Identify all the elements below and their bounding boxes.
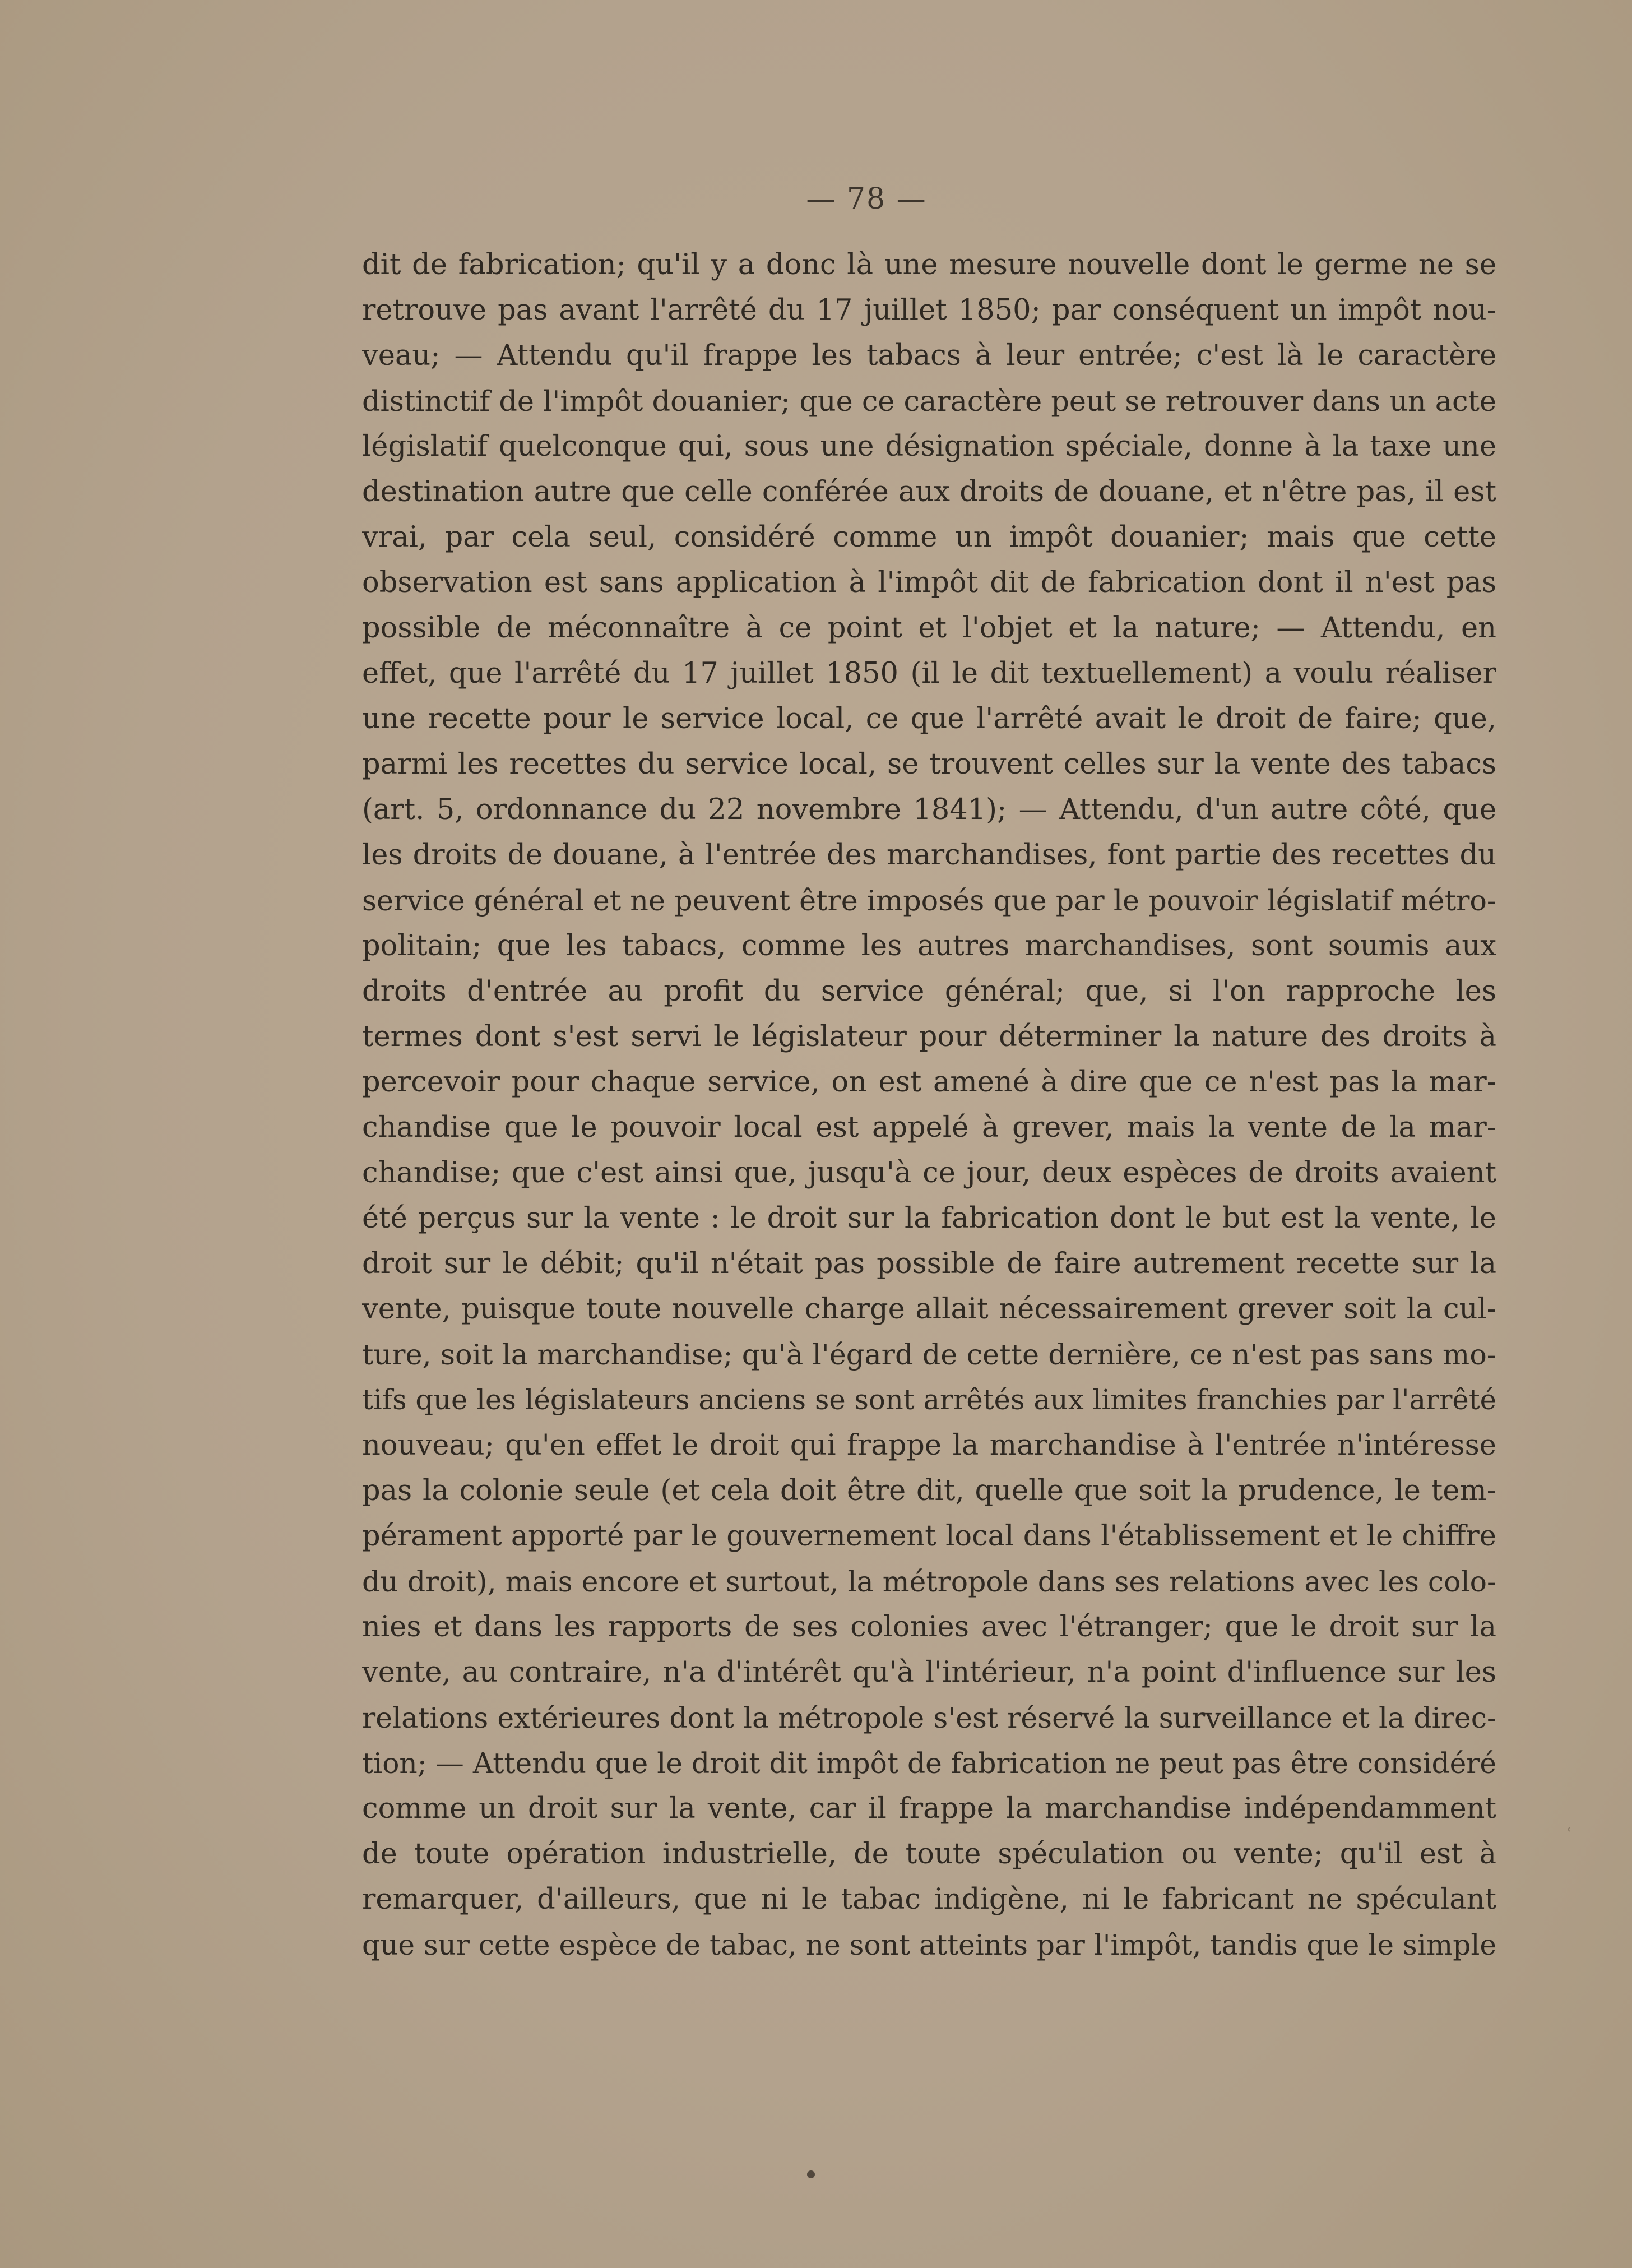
text-line: vente, au contraire, n'a d'intérêt qu'à l'intérieur, n'a point d'influence sur les [362,1656,1496,1689]
text-line: relations extérieures dont la métropole s'est réservé la surveillance et la direc- [362,1701,1496,1734]
text-line: tifs que les législateurs anciens se sont arrêtés aux limites franchies par l'arrêté [362,1383,1496,1416]
text-line: les droits de douane, à l'entrée des marchandises, font partie des recettes du [362,839,1496,872]
text-line: possible de méconnaître à ce point et l'objet et la nature; — Attendu, en [362,612,1496,645]
text-line: tion; — Attendu que le droit dit impôt de fabrication ne peut pas être considéré [362,1747,1496,1780]
text-line: chandise; que c'est ainsi que, jusqu'à ce jour, deux espèces de droits avaient [362,1156,1496,1189]
text-line: droits d'entrée au profit du service général; que, si l'on rapproche les [362,975,1496,1008]
text-line: été perçus sur la vente : le droit sur la fabrication dont le but est la vente, le [362,1202,1496,1235]
body-text [362,242,1496,1968]
text-line: du droit), mais encore et surtout, la métropole dans ses relations avec les colo- [362,1565,1496,1598]
text-line: pas la colonie seule (et cela doit être dit, quelle que soit la prudence, le tem- [362,1474,1496,1507]
text-line: de toute opération industrielle, de toute spéculation ou vente; qu'il est à [362,1837,1496,1871]
text-line: ture, soit la marchandise; qu'à l'égard de cette dernière, ce n'est pas sans mo- [362,1338,1496,1371]
text-line: nouveau; qu'en effet le droit qui frappe la marchandise à l'entrée n'intéresse [362,1429,1496,1462]
text-line: (art. 5, ordonnance du 22 novembre 1841); — Attendu, d'un autre côté, que [362,793,1496,826]
page-number: — 78 — [806,182,927,216]
text-line: nies et dans les rapports de ses colonies avec l'étranger; que le droit sur la [362,1610,1496,1644]
text-line: chandise que le pouvoir local est appelé à grever, mais la vente de la mar- [362,1111,1496,1144]
text-line: service général et ne peuvent être imposés que par le pouvoir législatif métro- [362,884,1496,917]
text-line: destination autre que celle conférée aux droits de douane, et n'être pas, il est [362,475,1496,508]
text-line: une recette pour le service local, ce que l'arrêté avait le droit de faire; que, [362,702,1496,735]
text-line: législatif quelconque qui, sous une désignation spéciale, donne à la taxe une [362,430,1496,463]
text-line: distinctif de l'impôt douanier; que ce caractère peut se retrouver dans un acte [362,385,1496,418]
text-line: percevoir pour chaque service, on est amené à dire que ce n'est pas la mar- [362,1066,1496,1099]
text-line: veau; — Attendu qu'il frappe les tabacs à leur entrée; c'est là le caractère [362,339,1496,372]
text-line: effet, que l'arrêté du 17 juillet 1850 (il le dit textuellement) a voulu réaliser [362,657,1496,690]
text-line: droit sur le débit; qu'il n'était pas possible de faire autrement recette sur la [362,1247,1496,1280]
text-line: remarquer, d'ailleurs, que ni le tabac indigène, ni le fabricant ne spéculant [362,1883,1496,1916]
text-line: observation est sans application à l'impôt dit de fabrication dont il n'est pas [362,566,1496,599]
text-line: que sur cette espèce de tabac, ne sont atteints par l'impôt, tandis que le simple [362,1928,1496,1961]
margin-speck: ˓ [1567,1821,1573,1840]
text-line: vente, puisque toute nouvelle charge allait nécessairement grever soit la cul- [362,1293,1496,1326]
text-line: pérament apporté par le gouvernement local dans l'établissement et le chiffre [362,1520,1496,1553]
text-line: dit de fabrication; qu'il y a donc là une mesure nouvelle dont le germe ne se [362,248,1496,281]
text-line: parmi les recettes du service local, se trouvent celles sur la vente des tabacs [362,748,1496,781]
text-line: retrouve pas avant l'arrêté du 17 juillet 1850; par conséquent un impôt nou- [362,294,1496,327]
text-line: politain; que les tabacs, comme les autres marchandises, sont soumis aux [362,929,1496,962]
text-line: comme un droit sur la vente, car il frappe la marchandise indépendamment [362,1792,1496,1825]
text-line: vrai, par cela seul, considéré comme un impôt douanier; mais que cette [362,521,1496,554]
ink-speck [807,2170,815,2178]
text-line: termes dont s'est servi le législateur pour déterminer la nature des droits à [362,1020,1496,1053]
